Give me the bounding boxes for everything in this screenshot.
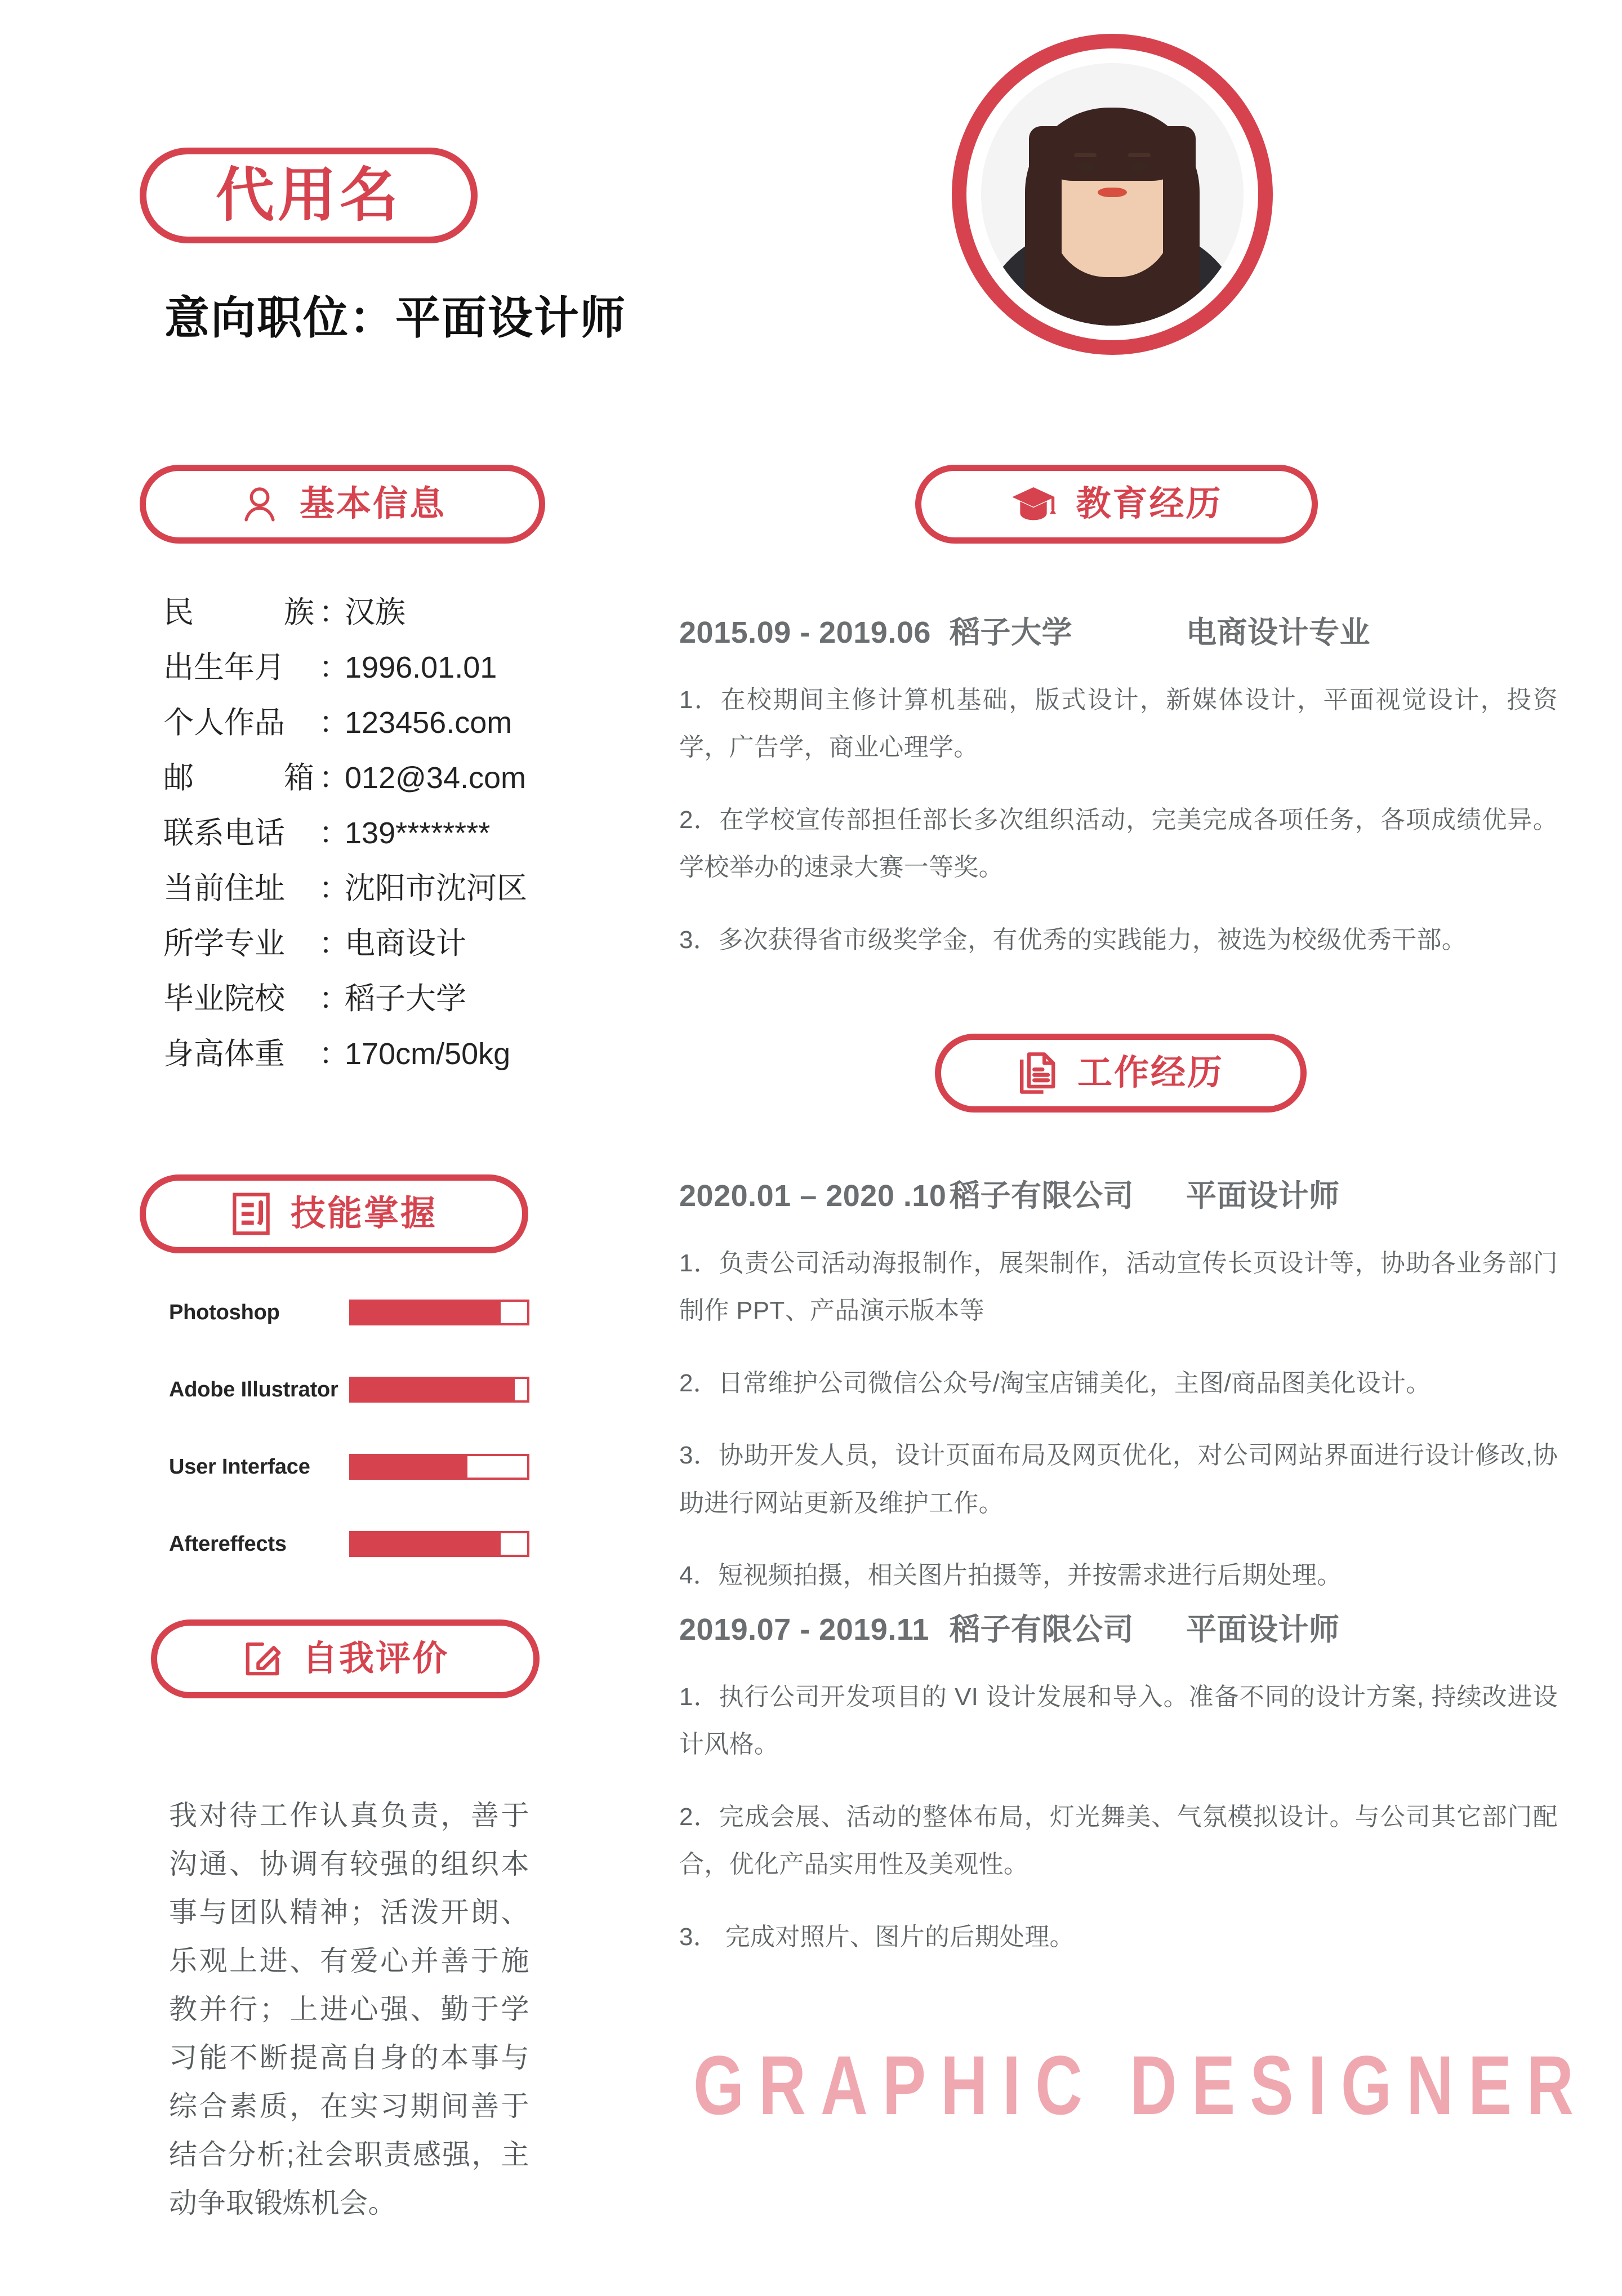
bullet-item: 3．多次获得省市级奖学金，有优秀的实践能力，被选为校级优秀干部。 [679, 925, 1467, 954]
skill-row [169, 1373, 620, 1407]
info-value: 1996.01.01 [345, 651, 497, 684]
skill-label: Aftereffects [169, 1532, 287, 1556]
skill-progress-bar [349, 1454, 529, 1480]
entry-bullets [679, 1674, 1558, 1961]
edit-pencil-icon [242, 1638, 283, 1680]
person-icon [239, 483, 280, 525]
skill-row [169, 1450, 620, 1484]
candidate-name: 代用名 [215, 163, 402, 228]
basic-info-list [163, 597, 625, 1094]
section-title-education: 教育经历 [1076, 484, 1223, 523]
info-value: 139******** [345, 816, 491, 850]
info-label: 所学专业 ： [163, 927, 349, 960]
section-title-basic-info: 基本信息 [299, 484, 446, 523]
bullet-item: 1．负责公司活动海报制作，展架制作，活动宣传长页设计等，协助各业务部门制作 PPT、产品演示版本等 [679, 1249, 1558, 1325]
info-row [163, 763, 625, 793]
work-entry [679, 1172, 1558, 1609]
entry-bullets [679, 1240, 1558, 1600]
skill-list-icon [231, 1192, 271, 1236]
bullet-item: 4．短视频拍摄，相关图片拍摄等，并按需求进行后期处理。 [679, 1561, 1342, 1590]
skill-label: User Interface [169, 1454, 310, 1479]
info-label: 个人作品 ： [163, 706, 349, 740]
bullet-item: 3． 完成对照片、图片的后期处理。 [679, 1923, 1075, 1951]
footer-wordmark: GRAPHIC DESIGNER [693, 2038, 1588, 2132]
entry-organization: 稻子大学 [950, 616, 1072, 649]
info-row [163, 873, 625, 904]
job-target-line: 意向职位：平面设计师 [164, 293, 626, 343]
info-label: 毕业院校 ： [163, 982, 349, 1016]
entry-date: 2020.01 – 2020 .10 [679, 1179, 947, 1213]
entry-organization: 稻子有限公司 [950, 1613, 1134, 1647]
section-title-skills: 技能掌握 [290, 1194, 437, 1233]
left-column [0, 0, 665, 2296]
section-title-work: 工作经历 [1077, 1053, 1224, 1092]
skill-progress-bar [349, 1377, 529, 1403]
info-value: 稻子大学 [345, 982, 466, 1016]
work-entry [679, 1605, 1558, 1970]
section-heading-basic-info [140, 465, 545, 544]
skill-row [169, 1296, 620, 1329]
bullet-item: 1．在校期间主修计算机基础，版式设计，新媒体设计，平面视觉设计，投资学，广告学，商业心理学。 [679, 686, 1558, 762]
skill-progress-bar [349, 1300, 529, 1325]
section-heading-self-evaluation [151, 1619, 540, 1698]
info-row [163, 928, 625, 959]
info-value: 沈阳市沈河区 [345, 871, 527, 905]
info-row [163, 984, 625, 1014]
info-row [163, 708, 625, 738]
skill-progress-fill [351, 1379, 515, 1400]
bullet-item: 2．在学校宣传部担任部长多次组织活动，完美完成各项任务，各项成绩优异。学校举办的速录大赛一等奖。 [679, 806, 1558, 882]
bullet-item: 3．协助开发人员，设计页面布局及网页优化，对公司网站界面进行设计修改,协助进行网站更新及维护工作。 [679, 1441, 1558, 1517]
info-label: 身高体重 ： [163, 1037, 349, 1071]
entry-date: 2015.09 - 2019.06 [679, 616, 931, 649]
info-label: 民 族 ： [163, 595, 349, 629]
info-value: 汉族 [345, 595, 406, 629]
info-label: 联系电话 ： [163, 816, 349, 850]
self-evaluation-text: 我对待工作认真负责，善于沟通、协调有较强的组织本事与团队精神；活泼开朗、乐观上进、有爱心并善于施教并行；上进心强、勤于学习能不断提高自身的本事与综合素质，在实习期间善于结合分析;社会职责感强，主动争取锻炼机会。 [169, 1800, 529, 2219]
info-row [163, 818, 625, 848]
skills-list [169, 1296, 620, 1604]
graduation-cap-icon [1010, 485, 1057, 523]
info-value: 170cm/50kg [345, 1037, 511, 1071]
skill-progress-fill [351, 1456, 467, 1478]
info-row [163, 1039, 625, 1069]
section-heading-skills [140, 1174, 528, 1253]
entry-organization: 稻子有限公司 [950, 1179, 1134, 1213]
bullet-item: 2．日常维护公司微信公众号/淘宝店铺美化，主图/商品图美化设计。 [679, 1369, 1431, 1397]
info-row [163, 597, 625, 628]
info-label: 当前住址 ： [163, 871, 349, 905]
entry-role: 平面设计师 [1186, 1613, 1340, 1647]
entry-header [679, 1172, 1558, 1215]
skill-label: Photoshop [169, 1300, 280, 1324]
info-value: 012@34.com [345, 761, 526, 795]
skill-progress-bar [349, 1531, 529, 1557]
section-heading-work [935, 1034, 1307, 1113]
entry-role: 平面设计师 [1186, 1179, 1340, 1213]
entry-role: 电商设计专业 [1186, 616, 1370, 649]
info-value: 123456.com [345, 706, 513, 740]
skill-row [169, 1527, 620, 1561]
info-value: 电商设计 [345, 927, 466, 960]
entry-header [679, 608, 1558, 652]
section-heading-education [915, 465, 1318, 544]
entry-date: 2019.07 - 2019.11 [679, 1613, 929, 1647]
skill-progress-fill [351, 1302, 501, 1323]
document-icon [1018, 1051, 1058, 1096]
skill-progress-fill [351, 1533, 501, 1555]
info-label: 邮 箱 ： [163, 761, 349, 795]
info-label: 出生年月 ： [163, 651, 349, 684]
entry-header [679, 1605, 1558, 1649]
skill-label: Adobe Illustrator [169, 1377, 338, 1401]
section-title-self-evaluation: 自我评价 [302, 1639, 449, 1678]
education-entry [679, 608, 1558, 973]
bullet-item: 1．执行公司开发项目的 VI 设计发展和导入。准备不同的设计方案, 持续改进设计风格。 [679, 1683, 1558, 1759]
right-column [665, 0, 1622, 2296]
bullet-item: 2．完成会展、活动的整体布局，灯光舞美、气氛模拟设计。与公司其它部门配合，优化产品实用性及美观性。 [679, 1803, 1558, 1879]
entry-bullets [679, 677, 1558, 964]
info-row [163, 652, 625, 683]
